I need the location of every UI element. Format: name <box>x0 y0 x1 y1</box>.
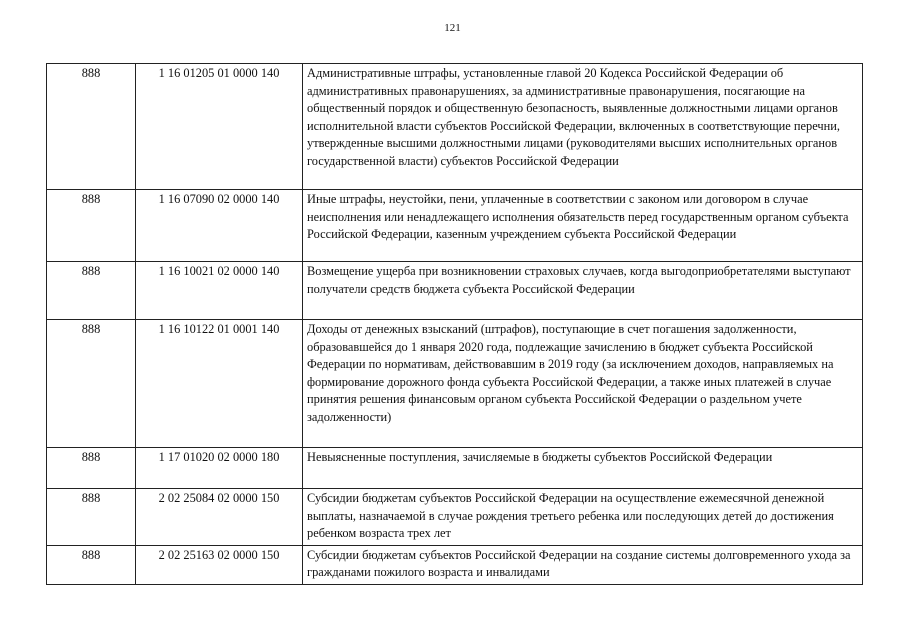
table-row <box>47 64 863 190</box>
budget-code-cell: 1 17 01020 02 0000 180 <box>136 448 303 489</box>
table-row <box>47 489 863 546</box>
page-number: 121 <box>444 22 461 34</box>
table-row <box>47 448 863 489</box>
table-row <box>47 320 863 448</box>
description-cell: Возмещение ущерба при возникновении страховых случаев, когда выгодоприобретателями выступают получатели средств бюджета субъекта Российской Федерации <box>303 262 863 320</box>
description-cell: Невыясненные поступления, зачисляемые в бюджеты субъектов Российской Федерации <box>303 448 863 489</box>
revenue-codes-table <box>46 63 863 585</box>
description-cell: Субсидии бюджетам субъектов Российской Федерации на создание системы долговременного ухода за гражданами пожилого возраста и инвалидами <box>303 545 863 584</box>
description-cell: Административные штрафы, установленные главой 20 Кодекса Российской Федерации об административных правонарушениях, за административные правонарушения, посягающие на общественный порядок и общественную безопасность, выявленные должностными лицами органов исполнительной власти субъектов Российской Федерации, включенных в соответствующие перечни, утвержденные высшими должностными лицами (руководителями высших исполнительных органов государственной власти) субъектов Российской Федерации <box>303 64 863 190</box>
budget-code-cell: 1 16 07090 02 0000 140 <box>136 190 303 262</box>
budget-code-cell: 2 02 25163 02 0000 150 <box>136 545 303 584</box>
budget-code-cell: 1 16 10122 01 0001 140 <box>136 320 303 448</box>
table-row <box>47 545 863 584</box>
budget-code-cell: 1 16 10021 02 0000 140 <box>136 262 303 320</box>
budget-code-cell: 1 16 01205 01 0000 140 <box>136 64 303 190</box>
table-row <box>47 190 863 262</box>
admin-code-cell: 888 <box>47 262 136 320</box>
admin-code-cell: 888 <box>47 545 136 584</box>
admin-code-cell: 888 <box>47 64 136 190</box>
admin-code-cell: 888 <box>47 320 136 448</box>
admin-code-cell: 888 <box>47 489 136 546</box>
description-cell: Иные штрафы, неустойки, пени, уплаченные в соответствии с законом или договором в случае неисполнения или ненадлежащего исполнения обязательств перед государственным органом субъекта Российской Федерации, казенным учреждением субъекта Российской Федерации <box>303 190 863 262</box>
admin-code-cell: 888 <box>47 448 136 489</box>
admin-code-cell: 888 <box>47 190 136 262</box>
description-cell: Субсидии бюджетам субъектов Российской Федерации на осуществление ежемесячной денежной выплаты, назначаемой в случае рождения третьего ребенка или последующих детей до достижения ребенком возраста трех лет <box>303 489 863 546</box>
table-row <box>47 262 863 320</box>
budget-code-cell: 2 02 25084 02 0000 150 <box>136 489 303 546</box>
description-cell: Доходы от денежных взысканий (штрафов), поступающие в счет погашения задолженности, образовавшейся до 1 января 2020 года, подлежащие зачислению в бюджет субъекта Российской Федерации по нормативам, действовавшим в 2019 году (за исключением доходов, направляемых на формирование дорожного фонда субъекта Российской Федерации, а также иных платежей в случае принятия решения финансовым органом субъекта Российской Федерации о раздельном учете задолженности) <box>303 320 863 448</box>
